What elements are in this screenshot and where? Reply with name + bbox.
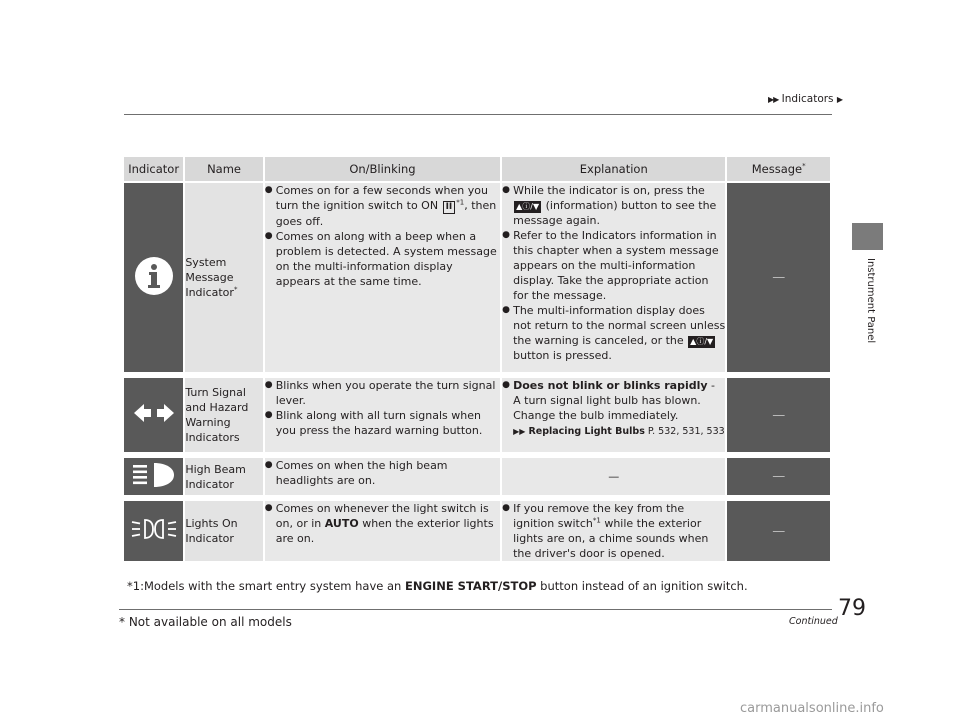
indicator-cell <box>124 378 183 458</box>
indicator-cell <box>124 501 183 567</box>
watermark: carmanualsonline.info <box>740 701 884 716</box>
continued-label: Continued <box>789 616 838 627</box>
table-row <box>124 501 830 567</box>
column-header-message: Message* <box>727 157 830 183</box>
table-row <box>124 183 830 378</box>
footer-divider <box>119 609 832 610</box>
message-cell: — <box>727 378 830 458</box>
list-item: ● Does not blink or blinks rapidly - A turn signal light bulb has blown. Change the bulb immediately. <box>502 378 725 423</box>
on-blinking-cell <box>265 183 500 378</box>
section-tab-marker <box>852 223 883 250</box>
explanation-cell: — <box>502 458 725 501</box>
list-item: ● If you remove the key from the ignition switch$^{*1}$ while the exterior lights are on, a chime sounds when the driver's door is opened. <box>502 501 725 561</box>
indicator-name: System Message Indicator* <box>185 183 262 378</box>
table-row <box>124 458 830 501</box>
message-cell: — <box>727 183 830 378</box>
info-button-icon: ▲ⓘ/▼ <box>690 337 714 346</box>
indicator-table <box>122 157 832 567</box>
column-header-indicator: Indicator <box>124 157 183 183</box>
list-item: ● Comes on for a few seconds when you turn the ignition switch to ON II $^{*1}$, then goes off. <box>265 183 500 229</box>
indicator-cell <box>124 183 183 378</box>
info-circle-icon <box>134 256 174 296</box>
column-header-on-blinking: On/Blinking <box>265 157 500 183</box>
ignition-on-key-icon: II <box>443 201 456 214</box>
indicator-name: Turn Signal and Hazard Warning Indicators <box>185 378 262 458</box>
header-divider <box>124 114 832 115</box>
explanation-cell <box>502 501 725 567</box>
on-blinking-cell <box>265 458 500 501</box>
list-item: ● Blinks when you operate the turn signal lever. <box>265 378 500 408</box>
page-reference[interactable]: ▶▶ Replacing Light Bulbs P. 532, 531, 533 <box>513 426 725 437</box>
list-item: ● Refer to the Indicators information in this chapter when a system message appears on the multi-information display. Take the appropriate action for the message. <box>502 228 725 303</box>
breadcrumb-arrow-icon: ▶ <box>836 95 843 104</box>
breadcrumb <box>768 93 842 105</box>
on-blinking-cell <box>265 501 500 567</box>
indicator-cell <box>124 458 183 501</box>
indicator-name: High Beam Indicator <box>185 458 262 501</box>
indicator-name: Lights On Indicator <box>185 501 262 567</box>
reference-arrow-icon: ▶▶ <box>513 427 526 436</box>
list-item: ● While the indicator is on, press the ▲ⓘ/▼ (information) button to see the message again. <box>502 183 725 228</box>
column-header-name: Name <box>185 157 262 183</box>
explanation-cell <box>502 183 725 378</box>
info-button-icon: ▲ⓘ/▼ <box>516 202 540 211</box>
message-cell: — <box>727 501 830 567</box>
page-number: 79 <box>838 596 866 621</box>
message-cell: — <box>727 458 830 501</box>
footnote: *1:Models with the smart entry system have an ENGINE START/STOP button instead of an ignition switch. <box>127 579 748 593</box>
column-header-explanation: Explanation <box>502 157 725 183</box>
breadcrumb-arrows-icon: ▶▶ <box>768 95 779 104</box>
list-item: ● Comes on along with a beep when a problem is detected. A system message on the multi-information display appears at the same time. <box>265 229 500 289</box>
lights-on-icon <box>131 518 177 540</box>
turn-signal-arrows-icon <box>132 402 176 424</box>
list-item: ● Blink along with all turn signals when you press the hazard warning button. <box>265 408 500 438</box>
list-item: ● Comes on when the high beam headlights are on. <box>265 458 500 488</box>
availability-note: * Not available on all models <box>119 615 292 629</box>
section-tab-label: Instrument Panel <box>865 258 876 344</box>
breadcrumb-label: Indicators <box>781 93 834 105</box>
explanation-cell <box>502 378 725 458</box>
list-item: ● Comes on whenever the light switch is on, or in AUTO when the exterior lights are on. <box>265 501 500 546</box>
list-item: ● The multi-information display does not return to the normal screen unless the warning is canceled, or the ▲ⓘ/▼ button is pressed. <box>502 303 725 363</box>
on-blinking-cell <box>265 378 500 458</box>
table-row <box>124 378 830 458</box>
table-header-row <box>124 157 830 183</box>
high-beam-icon <box>132 462 176 488</box>
